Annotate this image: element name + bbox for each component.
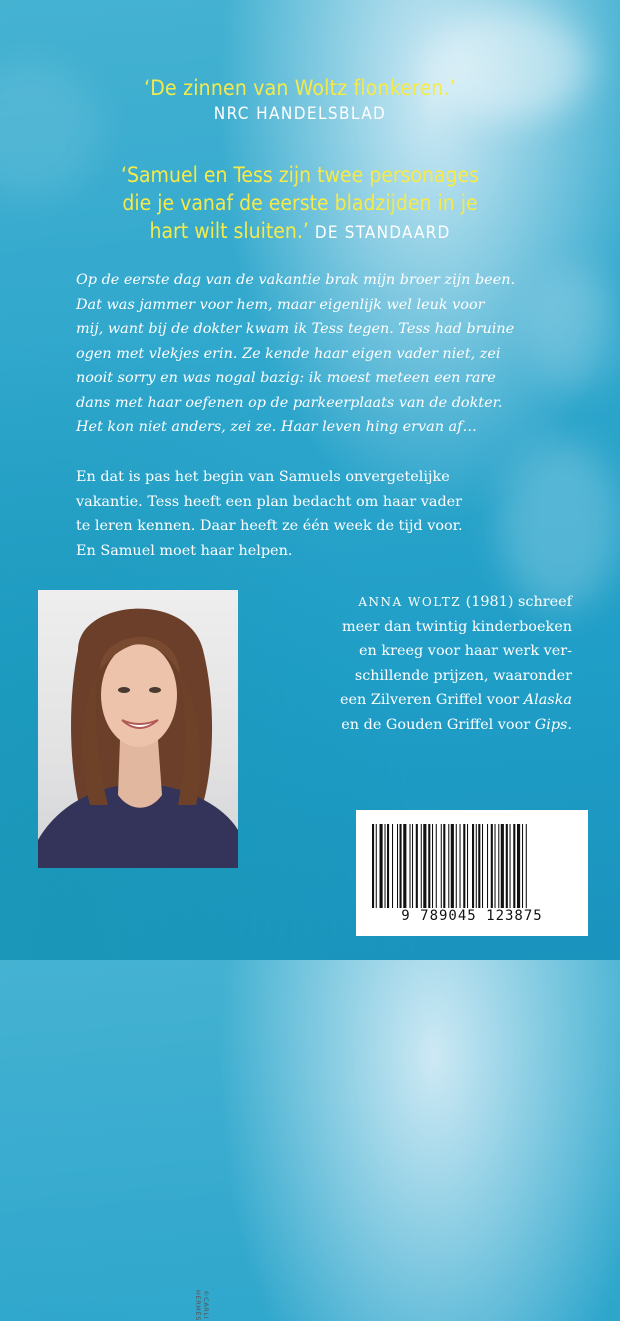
barcode-bar bbox=[432, 824, 433, 908]
barcode-bar bbox=[448, 824, 449, 908]
barcode-bar bbox=[510, 824, 511, 908]
barcode-bar bbox=[498, 824, 499, 908]
excerpt-line: Op de eerste dag van de vakantie brak mijn broer zijn been. bbox=[76, 272, 516, 288]
review-source-2: DE STANDAARD bbox=[314, 223, 451, 243]
author-bio bbox=[242, 590, 572, 738]
review-quote-2-line: die je vanaf de eerste bladzijden in je bbox=[122, 191, 478, 215]
bio-line bbox=[242, 590, 572, 615]
barcode-bar bbox=[397, 824, 398, 908]
summary-line: En dat is pas het begin van Samuels onvergetelijke bbox=[76, 469, 450, 485]
barcode-bar bbox=[423, 824, 426, 908]
isbn-number: 9 789045 123875 bbox=[401, 908, 543, 924]
bio-text: een Zilveren Griffel voor bbox=[339, 692, 524, 709]
barcode-bar bbox=[456, 824, 457, 908]
barcode-bar bbox=[451, 824, 454, 908]
excerpt-line: mij, want bij de dokter kwam ik Tess tegen. Tess had bruine bbox=[76, 321, 515, 337]
review-source-1: NRC HANDELSBLAD bbox=[213, 104, 387, 124]
bio-line: en kreeg voor haar werk ver- bbox=[359, 643, 572, 660]
story-summary bbox=[76, 465, 546, 563]
barcode-bar bbox=[392, 824, 393, 908]
barcode-bar bbox=[372, 824, 374, 908]
review-quote-1: ‘De zinnen van Woltz flonkeren.’ bbox=[144, 76, 456, 100]
bio-line bbox=[242, 713, 572, 738]
barcode-bar bbox=[385, 824, 386, 908]
barcode-bar bbox=[460, 824, 461, 908]
barcode-bar bbox=[436, 824, 437, 908]
bio-text: . bbox=[567, 716, 572, 733]
excerpt-line: nooit sorry en was nogal bazig: ik moest meteen een rare bbox=[76, 370, 496, 386]
barcode-bar bbox=[487, 824, 488, 908]
barcode-bar bbox=[463, 824, 465, 908]
barcode-bar bbox=[421, 824, 422, 908]
barcode-bar bbox=[428, 824, 430, 908]
excerpt-line: Het kon niet anders, zei ze. Haar leven hing ervan af… bbox=[76, 419, 477, 435]
book-title: Gips bbox=[534, 716, 568, 733]
bio-line: schillende prijzen, waaronder bbox=[354, 667, 572, 684]
barcode-bar bbox=[513, 824, 515, 908]
book-title: Alaska bbox=[523, 692, 572, 709]
barcode-bar bbox=[526, 824, 527, 908]
barcode-bars bbox=[372, 824, 572, 908]
photo-credit: ©CARLI HERMÈS bbox=[194, 1290, 210, 1321]
barcode-bar bbox=[478, 824, 480, 908]
review-quote-2-line bbox=[0, 217, 600, 247]
barcode-bar bbox=[472, 824, 474, 908]
barcode-bar bbox=[476, 824, 477, 908]
barcode-bar bbox=[517, 824, 520, 908]
excerpt-line: dans met haar oefenen op de parkeerplaats van de dokter. bbox=[76, 394, 503, 411]
excerpt-line: ogen met vlekjes erin. Ze kende haar eigen vader niet, zei bbox=[76, 345, 501, 362]
barcode-bar bbox=[412, 824, 413, 908]
bio-text: en de Gouden Griffel voor bbox=[341, 716, 535, 733]
excerpt-line: Dat was jammer voor hem, maar eigenlijk wel leuk voor bbox=[76, 296, 485, 313]
summary-line: te leren kennen. Daar heeft ze één week de tijd voor. bbox=[76, 518, 463, 534]
author-name: ANNA WOLTZ bbox=[358, 595, 462, 609]
barcode-bar bbox=[400, 824, 402, 908]
author-portrait-illustration bbox=[38, 590, 238, 868]
barcode-bar bbox=[410, 824, 411, 908]
barcode-bar bbox=[506, 824, 508, 908]
barcode-bar bbox=[376, 824, 377, 908]
barcode-bar bbox=[403, 824, 406, 908]
barcode-bar bbox=[491, 824, 493, 908]
bio-line: meer dan twintig kinderboeken bbox=[341, 618, 572, 635]
review-quote-2-text: hart wilt sluiten.’ bbox=[149, 219, 309, 243]
barcode bbox=[356, 810, 588, 936]
barcode-bar bbox=[416, 824, 418, 908]
barcode-bar bbox=[522, 824, 523, 908]
barcode-bar bbox=[495, 824, 496, 908]
barcode-bar bbox=[441, 824, 442, 908]
barcode-bar bbox=[467, 824, 468, 908]
story-excerpt bbox=[76, 268, 546, 440]
barcode-bar bbox=[443, 824, 445, 908]
barcode-bar bbox=[482, 824, 483, 908]
author-photo bbox=[38, 590, 238, 1321]
barcode-bar bbox=[387, 824, 389, 908]
bio-line bbox=[242, 688, 572, 713]
review-quote-2 bbox=[0, 161, 600, 247]
summary-line: vakantie. Tess heeft een plan bedacht om haar vader bbox=[76, 493, 463, 510]
summary-line: En Samuel moet haar helpen. bbox=[76, 542, 293, 559]
review-quote-2-line: ‘Samuel en Tess zijn twee personages bbox=[120, 163, 480, 187]
bio-text: (1981) schreef bbox=[461, 594, 572, 610]
barcode-bar bbox=[380, 824, 383, 908]
barcode-bar bbox=[501, 824, 504, 908]
